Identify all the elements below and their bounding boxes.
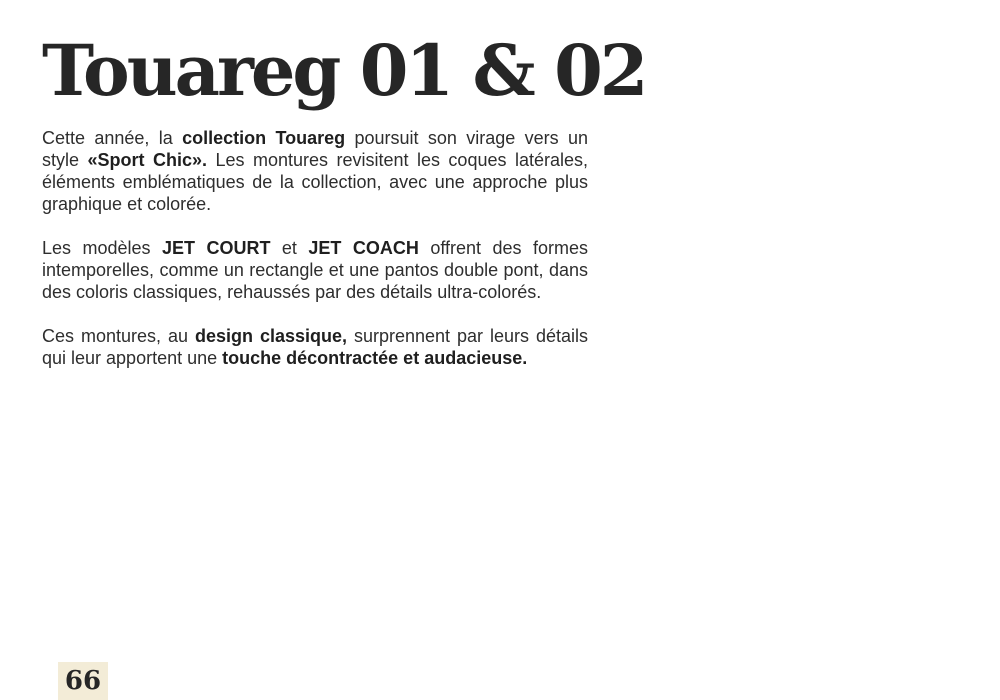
text-segment: Les montures revisitent les coques latérales, éléments emblématiques de la collection, avec une approche plus graphique et colorée.	[42, 150, 588, 214]
text-segment: Cette année, la	[42, 128, 183, 148]
emphasis-design-classique: design classique,	[194, 326, 347, 346]
body-text	[42, 127, 588, 391]
text-segment: Ces montures, au	[42, 326, 195, 346]
emphasis-collection-touareg: collection Touareg	[182, 128, 346, 148]
paragraph-design	[42, 325, 588, 369]
page-title: Touareg 01 & 02	[42, 29, 646, 112]
paragraph-intro	[42, 127, 588, 215]
emphasis-jet-coach: JET COACH	[308, 238, 419, 258]
page-number: 66	[58, 662, 108, 700]
text-segment: poursuit son virage vers un style	[42, 128, 588, 170]
emphasis-sport-chic: «Sport Chic».	[87, 150, 207, 170]
text-segment: surprennent par leurs détails qui leur apportent une	[42, 326, 588, 368]
emphasis-touche-decontractee: touche décontractée et audacieuse.	[222, 348, 528, 368]
text-segment: et	[270, 238, 309, 258]
text-segment: Les modèles	[42, 238, 162, 258]
emphasis-jet-court: JET COURT	[161, 238, 271, 258]
text-segment: offrent des formes intemporelles, comme un rectangle et une pantos double pont, dans des coloris classiques, rehaussés par des détails ultra-colorés.	[42, 238, 588, 302]
paragraph-models	[42, 237, 588, 303]
